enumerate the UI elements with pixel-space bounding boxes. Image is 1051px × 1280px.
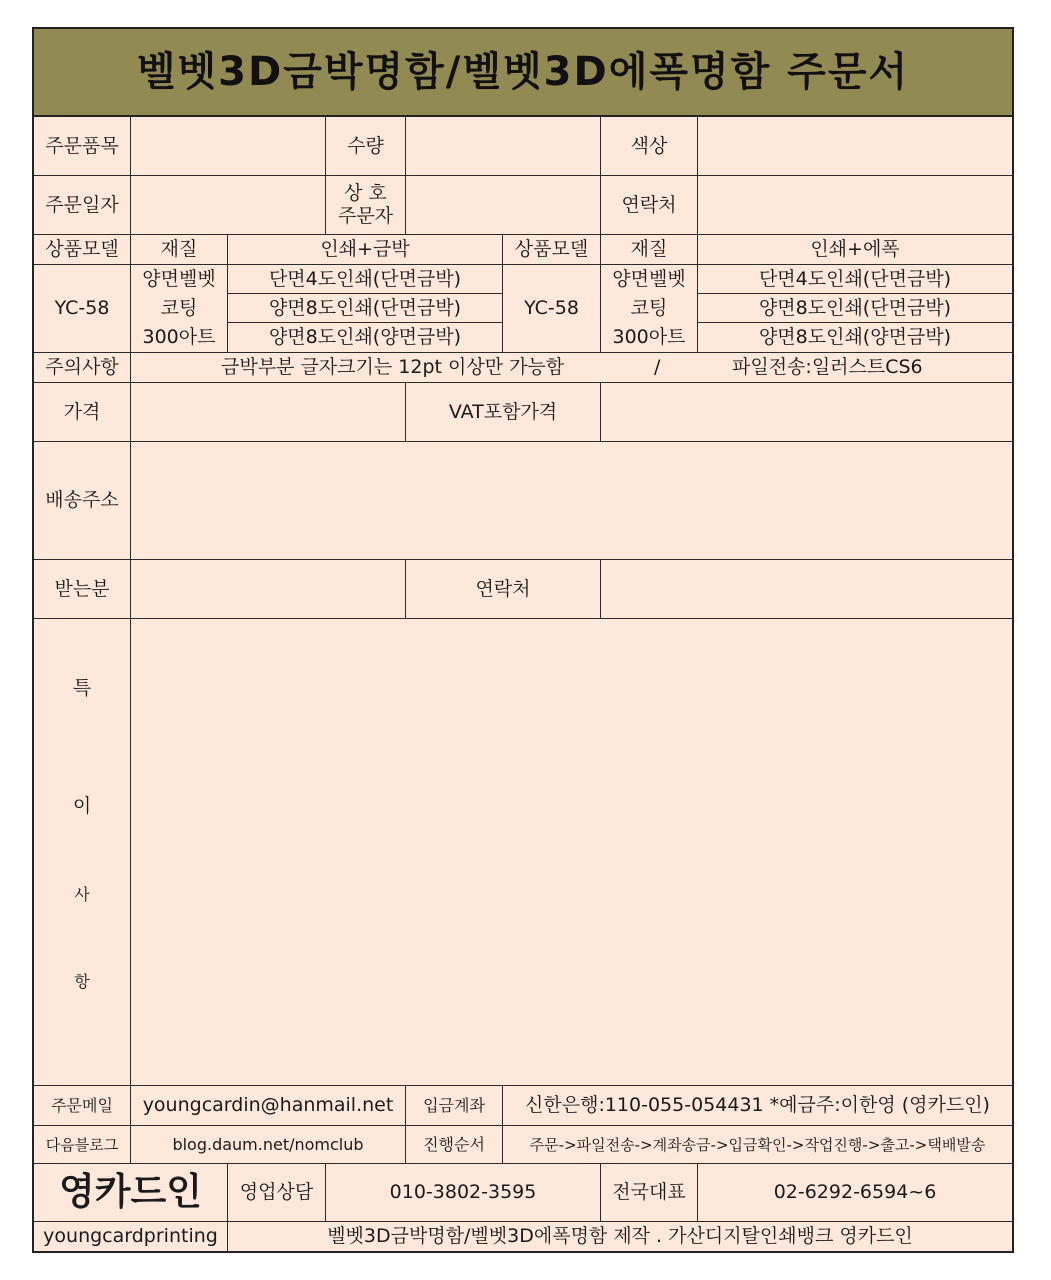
label-vat-price: VAT포함가격 bbox=[406, 383, 601, 442]
notice-separator: / bbox=[654, 356, 661, 379]
notice-text: 금박부분 글자크기는 12pt 이상만 가능함 bbox=[221, 356, 565, 379]
option-left-2[interactable]: 양면8도인쇄(단면금박) bbox=[228, 294, 503, 323]
label-order-item: 주문품목 bbox=[34, 117, 131, 176]
option-left-1[interactable]: 단면4도인쇄(단면금박) bbox=[228, 265, 503, 294]
option-left-3[interactable]: 양면8도인쇄(양면금박) bbox=[228, 323, 503, 353]
process-steps: 주문->파일전송->계좌송금->입금확인->작업진행->출고->택배발송 bbox=[503, 1126, 1012, 1164]
option-right-2[interactable]: 양면8도인쇄(단면금박) bbox=[698, 294, 1012, 323]
label-receiver: 받는분 bbox=[34, 560, 131, 619]
order-email[interactable]: youngcardin@hanmail.net bbox=[131, 1086, 406, 1126]
price-field[interactable] bbox=[131, 383, 406, 442]
national-phone: 02-6292-6594~6 bbox=[698, 1164, 1012, 1222]
receiver-field[interactable] bbox=[131, 560, 406, 619]
slogan: 벨벳3D금박명함/벨벳3D에폭명함 제작 . 가산디지탈인쇄뱅크 영카드인 bbox=[327, 1225, 913, 1248]
form-title: 벨벳3D금박명함/벨벳3D에폭명함 주문서 bbox=[34, 29, 1012, 117]
model-right: YC-58 bbox=[503, 265, 601, 353]
material-right bbox=[601, 265, 698, 353]
contact-field[interactable] bbox=[698, 176, 1012, 235]
label-address: 배송주소 bbox=[34, 442, 131, 560]
label-nationwide: 전국대표 bbox=[601, 1164, 698, 1222]
color-field[interactable] bbox=[698, 117, 1012, 176]
model-left: YC-58 bbox=[34, 265, 131, 353]
label-orderer: 주문자 bbox=[337, 205, 394, 227]
material-right-3: 300아트 bbox=[612, 326, 686, 349]
label-process: 진행순서 bbox=[406, 1126, 503, 1164]
material-right-2: 코팅 bbox=[630, 297, 668, 320]
label-blog: 다음블로그 bbox=[34, 1126, 131, 1164]
label-price: 가격 bbox=[34, 383, 131, 442]
option-right-1[interactable]: 단면4도인쇄(단면금박) bbox=[698, 265, 1012, 294]
label-color: 색상 bbox=[601, 117, 698, 176]
material-right-1: 양면벨벳 bbox=[612, 268, 686, 291]
header-model-right: 상품모델 bbox=[503, 235, 601, 265]
header-model-left: 상품모델 bbox=[34, 235, 131, 265]
vat-price-field[interactable] bbox=[601, 383, 1012, 442]
blog-link[interactable]: blog.daum.net/nomclub bbox=[131, 1126, 406, 1164]
quantity-field[interactable] bbox=[406, 117, 601, 176]
special-char-1: 특 bbox=[72, 677, 92, 699]
material-left-1: 양면벨벳 bbox=[142, 268, 216, 291]
brand-english: youngcardprinting bbox=[34, 1222, 228, 1251]
label-order-mail: 주문메일 bbox=[34, 1086, 131, 1126]
label-receiver-contact: 연락처 bbox=[406, 560, 601, 619]
notice-file: 파일전송:일러스트CS6 bbox=[732, 356, 923, 379]
material-left-3: 300아트 bbox=[142, 326, 216, 349]
order-form bbox=[32, 27, 1014, 1253]
label-company-orderer bbox=[326, 176, 406, 235]
label-notice: 주의사항 bbox=[34, 353, 131, 383]
label-quantity: 수량 bbox=[326, 117, 406, 176]
option-right-3[interactable]: 양면8도인쇄(양면금박) bbox=[698, 323, 1012, 353]
special-char-2: 이 bbox=[72, 795, 92, 817]
address-field[interactable] bbox=[131, 442, 1012, 560]
label-account: 입금계좌 bbox=[406, 1086, 503, 1126]
material-left-2: 코팅 bbox=[160, 297, 198, 320]
bank-account: 신한은행:110-055-054431 *예금주:이한영 (영카드인) bbox=[503, 1086, 1012, 1126]
special-notes-field[interactable] bbox=[131, 619, 1012, 1086]
header-print-foil: 인쇄+금박 bbox=[228, 235, 503, 265]
header-material-left: 재질 bbox=[131, 235, 228, 265]
order-date-field[interactable] bbox=[131, 176, 326, 235]
label-order-date: 주문일자 bbox=[34, 176, 131, 235]
material-left bbox=[131, 265, 228, 353]
special-char-3: 사 bbox=[74, 885, 90, 904]
receiver-contact-field[interactable] bbox=[601, 560, 1012, 619]
order-item-field[interactable] bbox=[131, 117, 326, 176]
header-material-right: 재질 bbox=[601, 235, 698, 265]
company-field[interactable] bbox=[406, 176, 601, 235]
special-char-4: 항 bbox=[74, 972, 90, 991]
header-print-epoxy: 인쇄+에폭 bbox=[698, 235, 1012, 265]
label-company: 상 호 bbox=[344, 182, 387, 205]
brand-logo: 영카드인 bbox=[34, 1164, 228, 1222]
notice-row bbox=[131, 353, 1012, 383]
label-special-notes bbox=[34, 619, 131, 1086]
label-sales: 영업상담 bbox=[228, 1164, 326, 1222]
sales-phone: 010-3802-3595 bbox=[326, 1164, 601, 1222]
label-contact: 연락처 bbox=[601, 176, 698, 235]
